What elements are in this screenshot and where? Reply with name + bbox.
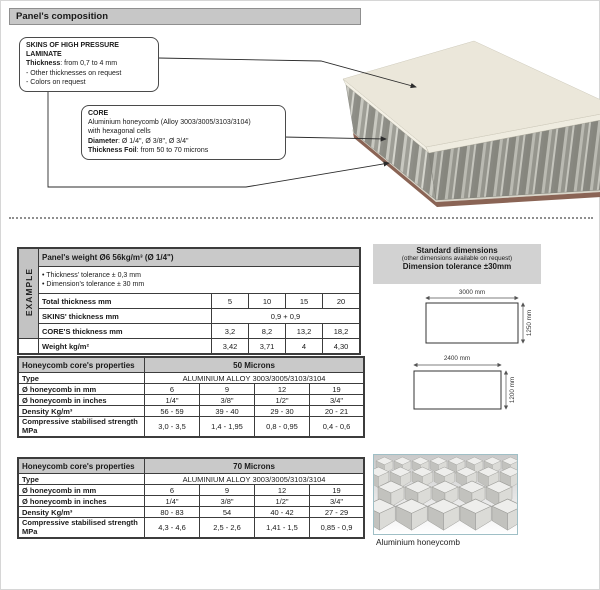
cell-value: 12 (255, 384, 310, 395)
row-label: Density Kg/m³ (19, 507, 145, 518)
cell-value: 3,0 - 3,5 (145, 417, 200, 437)
row-label: Weight kg/m² (39, 339, 212, 354)
row-label: Ø honeycomb in inches (19, 395, 145, 406)
cell-value: 2,5 - 2,6 (200, 518, 255, 538)
cell-value: 0,4 - 0,6 (310, 417, 364, 437)
tolerance-notes (39, 267, 360, 294)
row-label: Ø honeycomb in mm (19, 384, 145, 395)
cell-value: 54 (200, 507, 255, 518)
table-title: Honeycomb core's properties (19, 459, 145, 474)
cell-value: 4,3 - 4,6 (145, 518, 200, 538)
skins-note-2: - Colors on request (26, 78, 86, 86)
cell-value: 3/8" (200, 496, 255, 507)
core-diameter: Diameter: Ø 1/4", Ø 3/8", Ø 3/4" (88, 137, 189, 145)
core-title: CORE (88, 110, 109, 117)
cell-value: 10 (249, 294, 286, 309)
row-label: Ø honeycomb in mm (19, 485, 145, 496)
panel-weight-table-title: Panel's weight Ø6 56kg/m³ (Ø 1/4") (39, 249, 360, 267)
microns-label: 70 Microns (145, 459, 364, 474)
table-row (19, 496, 364, 507)
cell-value: 3,71 (249, 339, 286, 354)
cell-value: 0,85 - 0,9 (310, 518, 364, 538)
row-label: Type (19, 474, 145, 485)
honeycomb-properties-table-50 (18, 357, 364, 437)
core-line-2: with hexagonal cells (88, 128, 151, 136)
cell-value: 40 - 42 (255, 507, 310, 518)
sheet1-height-label: 1250 mm (526, 309, 533, 337)
cell-value: 80 - 83 (145, 507, 200, 518)
cell-value: 19 (310, 384, 364, 395)
example-side-label: EXAMPLE (19, 249, 39, 339)
cell-value: 3/4" (310, 395, 364, 406)
empty-cell (19, 339, 39, 354)
sheet1-outline (426, 303, 518, 343)
row-label: Type (19, 373, 145, 384)
standard-dimensions-subtitle: (other dimensions available on request) (401, 255, 513, 263)
cell-value: 4 (286, 339, 323, 354)
sheet1-width-label: 3000 mm (458, 289, 486, 296)
cell-value: 9 (200, 384, 255, 395)
cell-value: 56 - 59 (145, 406, 200, 417)
cell-value: 4,30 (323, 339, 360, 354)
standard-dimensions-title: Standard dimensions (416, 246, 498, 255)
cell-value-merged: 0,9 + 0,9 (212, 309, 360, 324)
cell-value: 3/8" (200, 395, 255, 406)
table-row (19, 485, 364, 496)
sheet-dimensions-diagram (366, 285, 561, 417)
row-label: Compressive stabilised strength MPa (19, 518, 145, 538)
aluminium-honeycomb-photo (373, 454, 518, 535)
tolerance-note-2: • Dimension's tolerance ± 30 mm (42, 281, 145, 288)
cell-value: 20 - 21 (310, 406, 364, 417)
cell-value: 0,8 - 0,95 (255, 417, 310, 437)
cell-value: 1/2" (255, 496, 310, 507)
cell-value: 39 - 40 (200, 406, 255, 417)
callout-skins (19, 37, 159, 92)
cell-value: 27 - 29 (310, 507, 364, 518)
cell-value: 1,4 - 1,95 (200, 417, 255, 437)
table-row (19, 417, 364, 437)
callout-core (81, 105, 286, 160)
alloy-type: ALUMINIUM ALLOY 3003/3005/3103/3104 (145, 474, 364, 485)
skins-title: SKINS OF HIGH PRESSURE LAMINATE (26, 42, 119, 59)
cell-value: 18,2 (323, 324, 360, 339)
table-row (19, 518, 364, 538)
photo-caption: Aluminium honeycomb (376, 537, 460, 547)
row-label: SKINS' thickness mm (39, 309, 212, 324)
table-row (19, 384, 364, 395)
standard-dimensions-tolerance: Dimension tolerance ±30mm (402, 262, 512, 272)
core-line-1: Aluminium honeycomb (Alloy 3003/3005/3103/3104) (88, 119, 251, 127)
skins-note-1: - Other thicknesses on request (26, 69, 122, 77)
cell-value: 20 (323, 294, 360, 309)
skins-thickness: Thickness: from 0,7 to 4 mm (26, 60, 118, 68)
cell-value: 12 (255, 485, 310, 496)
cell-value: 9 (200, 485, 255, 496)
table-row (19, 324, 360, 339)
cell-value: 6 (145, 485, 200, 496)
cell-value: 5 (212, 294, 249, 309)
cell-value: 1,41 - 1,5 (255, 518, 310, 538)
sheet2-height-label: 1200 mm (509, 376, 516, 404)
honeycomb-properties-table-70 (18, 458, 364, 538)
cell-value: 8,2 (249, 324, 286, 339)
table-row (19, 406, 364, 417)
page-title: Panel's composition (16, 11, 108, 22)
standard-dimensions-box (373, 244, 541, 284)
row-label: Compressive stabilised strength MPa (19, 417, 145, 437)
core-foil: Thickness Foil: from 50 to 70 microns (88, 146, 209, 154)
alloy-type: ALUMINIUM ALLOY 3003/3005/3103/3104 (145, 373, 364, 384)
table-row (19, 507, 364, 518)
cell-value: 29 - 30 (255, 406, 310, 417)
panel-weight-table (18, 248, 360, 354)
row-label: Total thickness mm (39, 294, 212, 309)
table-row (19, 309, 360, 324)
table-row (19, 395, 364, 406)
table-row (19, 339, 360, 354)
cell-value: 1/4" (145, 395, 200, 406)
sheet2-width-label: 2400 mm (443, 355, 471, 362)
cell-value: 3,2 (212, 324, 249, 339)
cell-value: 3/4" (310, 496, 364, 507)
table-row (19, 294, 360, 309)
dotted-separator (9, 217, 593, 219)
cell-value: 13,2 (286, 324, 323, 339)
sheet2-outline (414, 371, 501, 409)
microns-label: 50 Microns (145, 358, 364, 373)
table-title: Honeycomb core's properties (19, 358, 145, 373)
row-label: Density Kg/m³ (19, 406, 145, 417)
row-label: CORE'S thickness mm (39, 324, 212, 339)
row-label: Ø honeycomb in inches (19, 496, 145, 507)
cell-value: 1/4" (145, 496, 200, 507)
cell-value: 19 (310, 485, 364, 496)
tolerance-note-1: • Thickness' tolerance ± 0,3 mm (42, 271, 141, 279)
cell-value: 1/2" (255, 395, 310, 406)
cell-value: 15 (286, 294, 323, 309)
cell-value: 3,42 (212, 339, 249, 354)
cell-value: 6 (145, 384, 200, 395)
